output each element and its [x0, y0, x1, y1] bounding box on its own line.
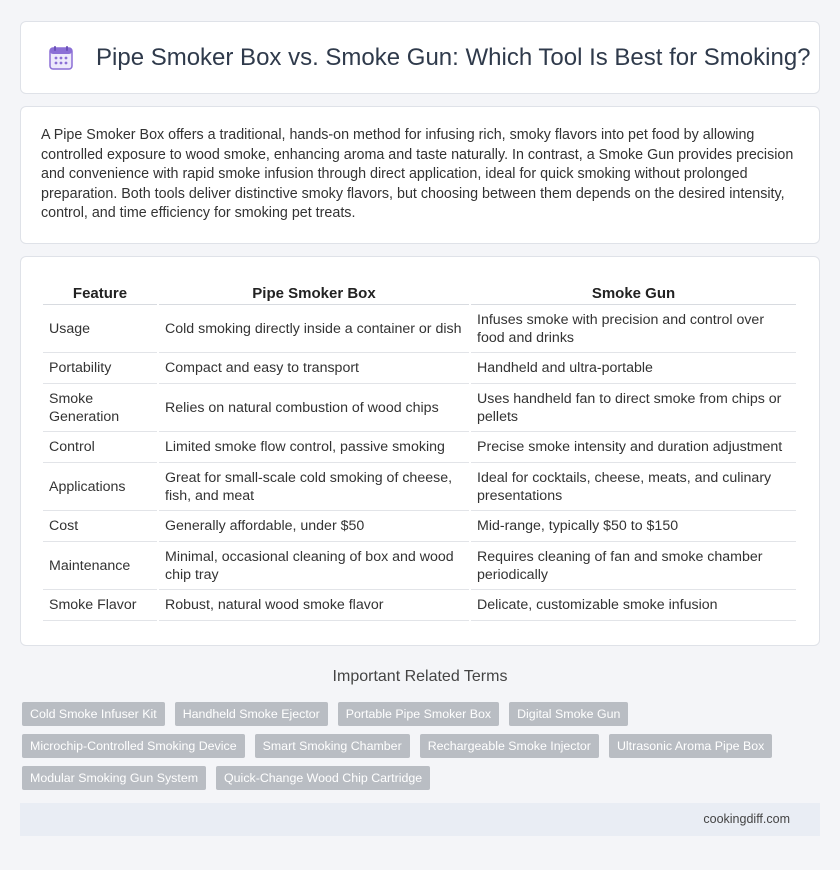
comparison-table-card: [20, 256, 820, 646]
table-row: [43, 307, 796, 353]
header-card: [20, 21, 820, 94]
pipe-smoker-box-cell: Generally affordable, under $50: [159, 513, 469, 542]
comparison-table: [41, 281, 798, 623]
table-row: [43, 386, 796, 432]
table-row: [43, 592, 796, 621]
calendar-icon: [48, 45, 74, 71]
related-terms-list: [22, 702, 822, 798]
related-term-tag[interactable]: Modular Smoking Gun System: [22, 766, 206, 790]
pipe-smoker-box-cell: Limited smoke flow control, passive smoking: [159, 434, 469, 463]
table-row: [43, 465, 796, 511]
feature-cell: Smoke Flavor: [43, 592, 157, 621]
table-row: [43, 434, 796, 463]
feature-cell: Smoke Generation: [43, 386, 157, 432]
related-term-tag[interactable]: Handheld Smoke Ejector: [175, 702, 328, 726]
related-term-tag[interactable]: Cold Smoke Infuser Kit: [22, 702, 165, 726]
smoke-gun-cell: Ideal for cocktails, cheese, meats, and culinary presentations: [471, 465, 796, 511]
feature-cell: Usage: [43, 307, 157, 353]
smoke-gun-cell: Handheld and ultra-portable: [471, 355, 796, 384]
table-row: [43, 513, 796, 542]
smoke-gun-cell: Requires cleaning of fan and smoke chamber periodically: [471, 544, 796, 590]
related-term-tag[interactable]: Microchip-Controlled Smoking Device: [22, 734, 245, 758]
header-feature: Feature: [43, 283, 157, 305]
smoke-gun-cell: Mid-range, typically $50 to $150: [471, 513, 796, 542]
pipe-smoker-box-cell: Relies on natural combustion of wood chips: [159, 386, 469, 432]
related-term-tag[interactable]: Portable Pipe Smoker Box: [338, 702, 499, 726]
pipe-smoker-box-cell: Minimal, occasional cleaning of box and wood chip tray: [159, 544, 469, 590]
page-title: Pipe Smoker Box vs. Smoke Gun: Which Tool Is Best for Smoking?: [96, 43, 811, 71]
table-row: [43, 355, 796, 384]
pipe-smoker-box-cell: Robust, natural wood smoke flavor: [159, 592, 469, 621]
feature-cell: Applications: [43, 465, 157, 511]
table-row: [43, 544, 796, 590]
intro-paragraph: A Pipe Smoker Box offers a traditional, hands-on method for infusing rich, smoky flavors into pet food by allowing controlled exposure to wood smoke, enhancing aroma and taste naturally. In contrast, a Smoke Gun provides precision and convenience with rapid smoke infusion through direct application, ideal for quick smoking without prolonged preparation. Both tools deliver distinctive smoky flavors, but choosing between them depends on the desired intensity, control, and time efficiency for smoking pet treats.: [41, 127, 794, 222]
feature-cell: Portability: [43, 355, 157, 384]
smoke-gun-cell: Delicate, customizable smoke infusion: [471, 592, 796, 621]
related-term-tag[interactable]: Smart Smoking Chamber: [255, 734, 410, 758]
pipe-smoker-box-cell: Great for small-scale cold smoking of cheese, fish, and meat: [159, 465, 469, 511]
header-pipe-smoker-box: Pipe Smoker Box: [159, 283, 469, 305]
footer: [20, 803, 820, 836]
header-smoke-gun: Smoke Gun: [471, 283, 796, 305]
related-terms-title: Important Related Terms: [332, 668, 508, 685]
smoke-gun-cell: Precise smoke intensity and duration adjustment: [471, 434, 796, 463]
feature-cell: Control: [43, 434, 157, 463]
related-term-tag[interactable]: Rechargeable Smoke Injector: [420, 734, 599, 758]
pipe-smoker-box-cell: Cold smoking directly inside a container or dish: [159, 307, 469, 353]
related-term-tag[interactable]: Digital Smoke Gun: [509, 702, 628, 726]
feature-cell: Cost: [43, 513, 157, 542]
related-term-tag[interactable]: Ultrasonic Aroma Pipe Box: [609, 734, 772, 758]
table-header-row: [43, 283, 796, 305]
intro-card: [20, 106, 820, 244]
smoke-gun-cell: Infuses smoke with precision and control over food and drinks: [471, 307, 796, 353]
pipe-smoker-box-cell: Compact and easy to transport: [159, 355, 469, 384]
feature-cell: Maintenance: [43, 544, 157, 590]
related-term-tag[interactable]: Quick-Change Wood Chip Cartridge: [216, 766, 430, 790]
smoke-gun-cell: Uses handheld fan to direct smoke from chips or pellets: [471, 386, 796, 432]
footer-site-link[interactable]: cookingdiff.com: [703, 812, 790, 826]
